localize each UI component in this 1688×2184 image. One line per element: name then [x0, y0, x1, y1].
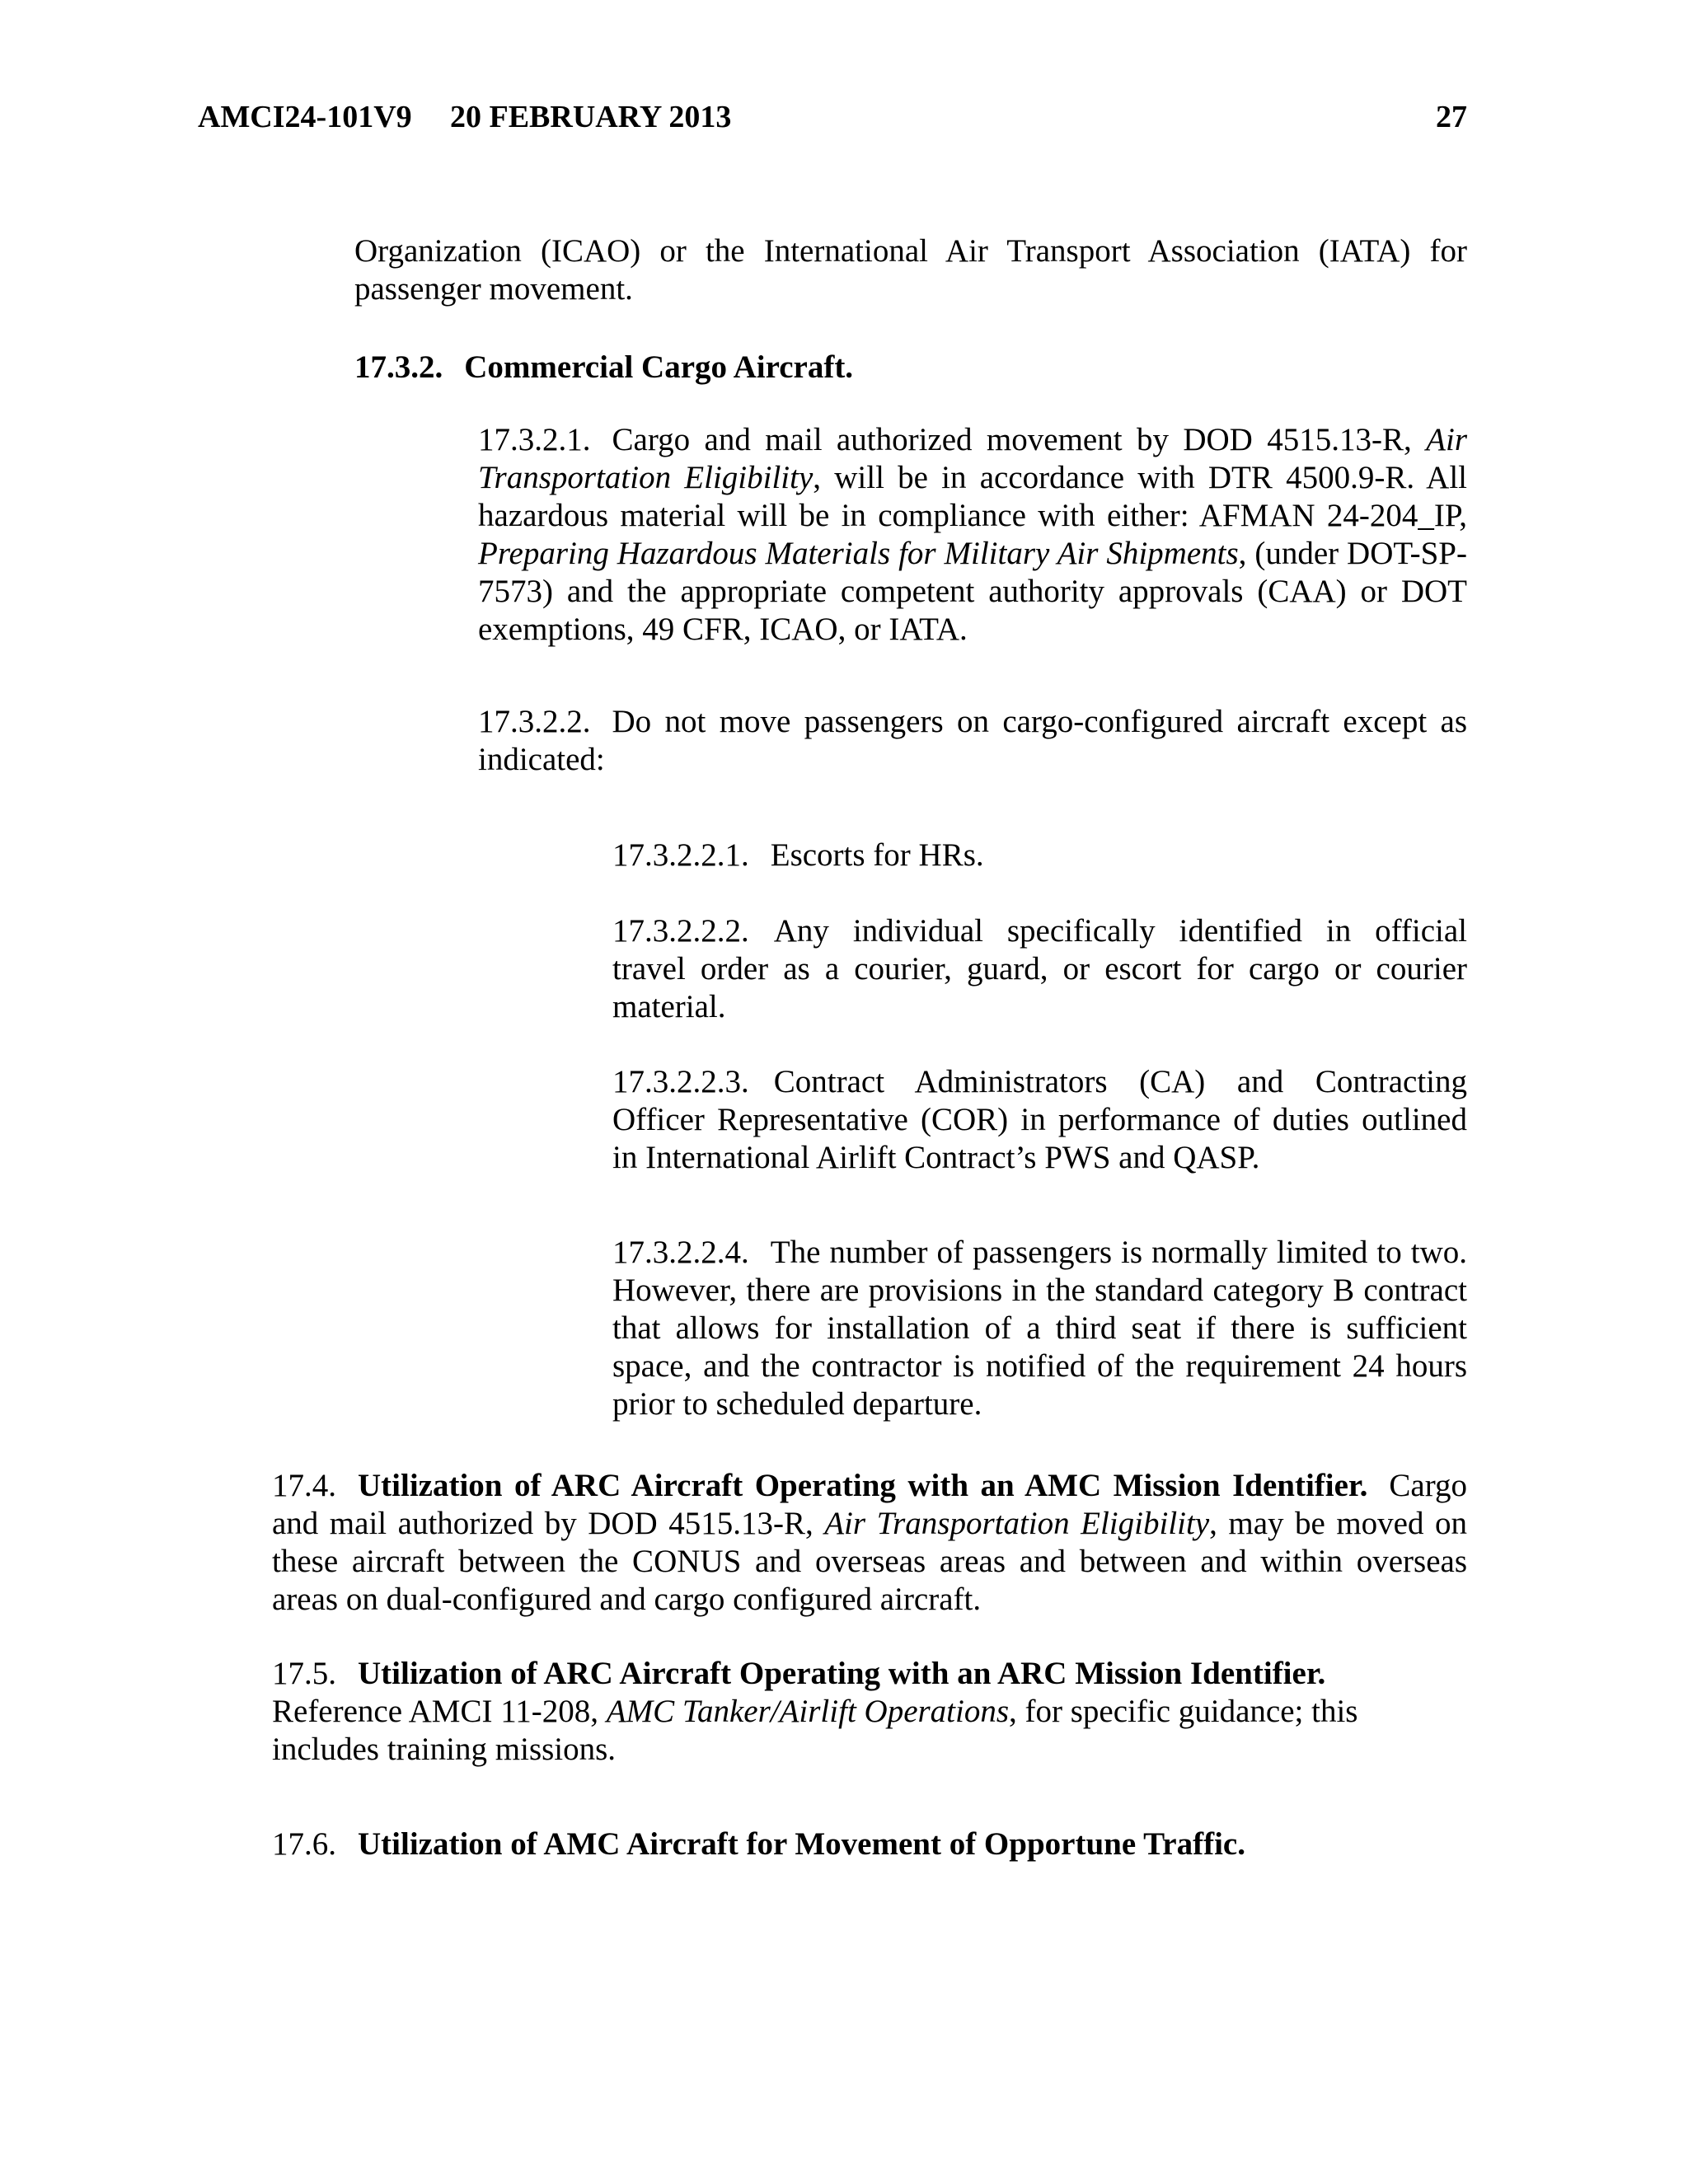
publication-title: Preparing Hazardous Materials for Military Air Shipments	[478, 536, 1239, 571]
paragraph-number: 17.3.2.1.	[478, 422, 591, 457]
paragraph-text: Do not move passengers on cargo-configured aircraft except as indicated:	[478, 704, 1467, 777]
paragraph-text: , for specific guidance; this includes training missions.	[272, 1694, 1358, 1767]
publication-title: Air Transportation Eligibility	[478, 422, 1467, 495]
paragraph-number: 17.5.	[272, 1656, 336, 1691]
page-number: 27	[1436, 100, 1467, 134]
paragraph-text: Contract Administrators (CA) and Contracting Officer Representative (COR) in performance of duties outlined in International Airlift Contract’s PWS and QASP.	[612, 1064, 1467, 1175]
paragraph-number: 17.3.2.2.4.	[612, 1235, 749, 1270]
paragraph-text: The number of passengers is normally limited to two. However, there are provisions in the standard category B contract that allows for installation of a third seat if there is sufficient space, and the contractor is notified of the requirement 24 hours prior to scheduled departure.	[612, 1235, 1467, 1422]
page-header	[198, 98, 1467, 139]
paragraph-17-3-2-1	[478, 421, 1467, 649]
paragraph-17-3-2-2-1	[612, 837, 1467, 874]
paragraph-17-3-2-2-2	[612, 912, 1467, 1026]
paragraph-text: Reference AMCI 11-208,	[272, 1694, 599, 1729]
section-heading-17-3-2	[354, 349, 1467, 387]
paragraph-number: 17.6.	[272, 1826, 336, 1862]
paragraph-number: 17.3.2.2.	[478, 704, 591, 739]
paragraph-text: Cargo and mail authorized movement by DOD 4515.13-R,	[612, 422, 1412, 457]
paragraph-17-3-2-2-3	[612, 1063, 1467, 1177]
paragraph-17-6	[272, 1825, 1467, 1863]
paragraph-number: 17.4.	[272, 1468, 336, 1503]
document-date: 20 FEBRUARY 2013	[450, 100, 732, 134]
section-number: 17.3.2.	[354, 349, 443, 385]
paragraph-text: , may be moved on these aircraft between the CONUS and overseas areas and between and within overseas areas on dual-configured and cargo configured aircraft.	[272, 1506, 1467, 1617]
publication-title: AMC Tanker/Airlift Operations	[606, 1694, 1010, 1729]
section-title: Utilization of ARC Aircraft Operating with an AMC Mission Identifier.	[358, 1468, 1368, 1503]
paragraph-number: 17.3.2.2.3.	[612, 1064, 749, 1099]
continuation-paragraph	[354, 232, 1467, 308]
section-title: Commercial Cargo Aircraft.	[464, 349, 854, 385]
paragraph-number: 17.3.2.2.1.	[612, 837, 749, 873]
paragraph-17-3-2-2-4	[612, 1234, 1467, 1423]
section-title: Utilization of AMC Aircraft for Movement of Opportune Traffic.	[358, 1826, 1245, 1862]
document-id: AMCI24-101V9	[198, 100, 412, 134]
paragraph-text: Escorts for HRs.	[770, 837, 984, 873]
paragraph-text: Any individual specifically identified in official travel order as a courier, guard, or escort for cargo or courier material.	[612, 913, 1467, 1024]
paragraph-text: Cargo and mail authorized by DOD 4515.13-R,	[272, 1468, 1467, 1541]
section-title: Utilization of ARC Aircraft Operating with an ARC Mission Identifier.	[358, 1656, 1326, 1691]
paragraph-text: , will be in accordance with DTR 4500.9-R. All hazardous material will be in compliance with either: AFMAN 24-204_IP,	[478, 460, 1467, 533]
paragraph-17-5	[272, 1655, 1467, 1769]
paragraph-number: 17.3.2.2.2.	[612, 913, 749, 949]
paragraph-17-3-2-2	[478, 703, 1467, 779]
publication-title: Air Transportation Eligibility	[824, 1506, 1210, 1541]
paragraph-text: Organization (ICAO) or the International Air Transport Association (IATA) for passenger movement.	[354, 233, 1467, 307]
paragraph-text: , (under DOT-SP-7573) and the appropriate competent authority approvals (CAA) or DOT exemptions, 49 CFR, ICAO, or IATA.	[478, 536, 1467, 647]
paragraph-17-4	[272, 1467, 1467, 1619]
